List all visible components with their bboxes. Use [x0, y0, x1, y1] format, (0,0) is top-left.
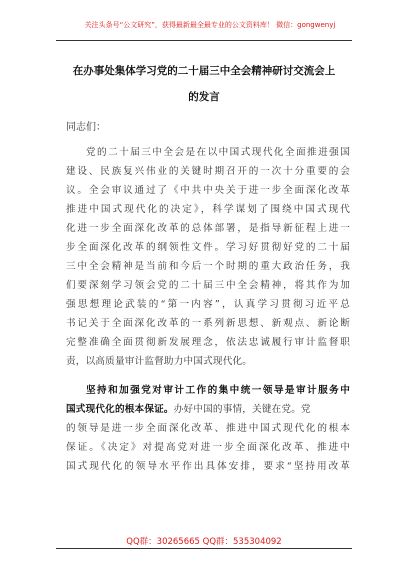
bold-heading-line: [86, 382, 350, 396]
document-title-continued: 的发言: [188, 91, 220, 103]
salutation: 同志们：: [66, 122, 106, 133]
document-title: 在办事处集体学习党的二十届三中全会精神研讨交流会上: [72, 65, 336, 77]
body-line: 书记关于全面深化改革的一系列新思想、新观点、新论断: [66, 318, 350, 329]
footer-contact: QQ群：30265665 QQ群：535304092: [126, 537, 282, 547]
body-line: 国式现代化的领导水平作出具体安排，要求“坚持用改革: [66, 461, 350, 472]
body-line: 强思想理论武装的“第一内容”，认真学习贯彻习近平总: [66, 299, 350, 310]
body-line: 议。全会审议通过了《中共中央关于进一步全面深化改革: [66, 185, 350, 196]
header-banner: 关注头条号“公文研究”，获得最新最全最专业的公文资料库！ 微信：gongwenyj: [84, 21, 336, 29]
body-line: 们要深刻学习领会党的二十届三中全会精神，将其作为加: [66, 280, 350, 291]
body-line: 完整准确全面贯彻新发展理念，依法忠诚履行审计监督职: [66, 337, 350, 348]
body-line: 三中全会精神是当前和今后一个时期的重大政治任务，我: [66, 261, 350, 272]
body-line: 步全面深化改革的纲领性文件。学习好贯彻好党的二十届: [66, 242, 350, 253]
body-line: 的领导是进一步全面深化改革、推进中国式现代化的根本: [66, 423, 350, 434]
body-line: 建设、民族复兴伟业的关键时期召开的一次十分重要的会: [66, 166, 350, 177]
header-divider: [56, 40, 352, 41]
body-line: 推进中国式现代化的决定》，科学谋划了围绕中国式现代: [66, 204, 350, 215]
bold-heading-text: 坚持和加强党对审计工作的集中统一领导是审计服务中: [86, 385, 350, 396]
bold-heading-text: 国式现代化的根本保证。: [66, 404, 174, 415]
body-line: 党的二十届三中全会是在以中国式现代化全面推进强国: [86, 147, 350, 158]
body-line: 化进一步全面深化改革的总体部署，是指导新征程上进一: [66, 223, 350, 234]
body-line: 保证。《决定》对提高党对进一步全面深化改革、推进中: [66, 442, 350, 453]
body-text: 办好中国的事情，关键在党。党: [173, 404, 311, 415]
bold-heading-line: [66, 401, 350, 415]
body-line: 责，以高质量审计监督助力中国式现代化。: [66, 356, 253, 367]
footer-divider: [56, 548, 352, 549]
